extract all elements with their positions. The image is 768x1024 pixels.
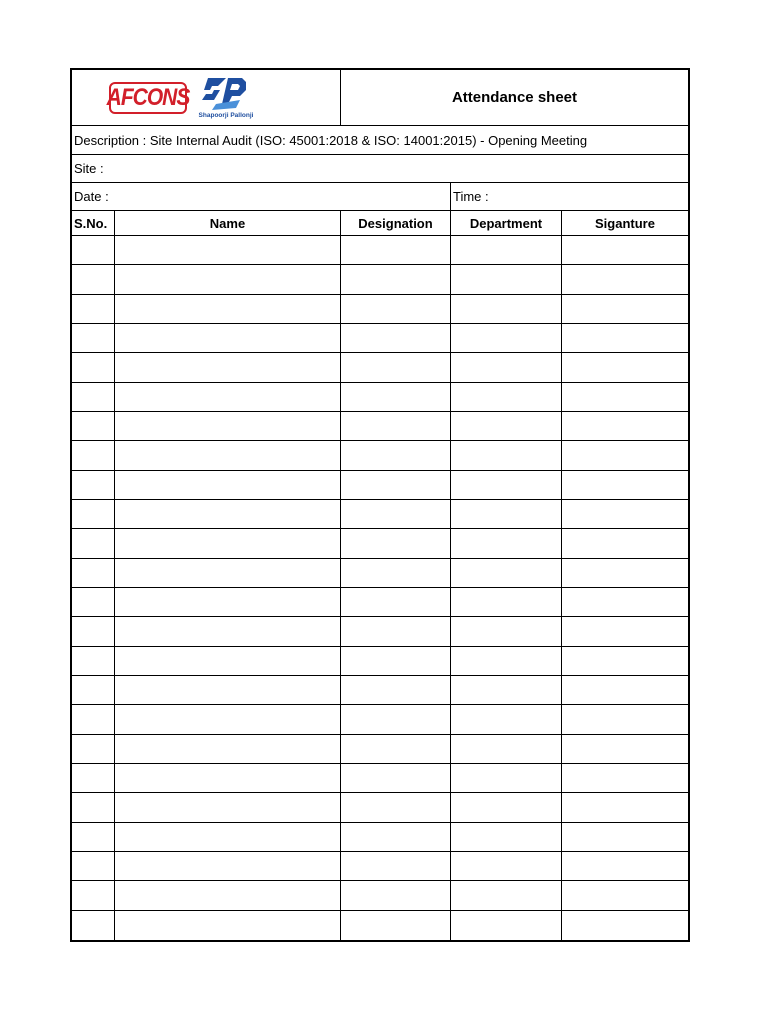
cell-designation <box>341 412 451 440</box>
cell-signature <box>562 529 688 557</box>
description-row <box>72 126 688 155</box>
cell-name <box>115 412 341 440</box>
cell-designation <box>341 265 451 293</box>
cell-name <box>115 383 341 411</box>
cell-sno <box>72 823 115 851</box>
cell-department <box>451 705 562 733</box>
page-title: Attendance sheet <box>451 89 578 106</box>
cell-sno <box>72 236 115 264</box>
cell-name <box>115 676 341 704</box>
cell-department <box>451 559 562 587</box>
table-row <box>72 617 688 646</box>
cell-sno <box>72 588 115 616</box>
cell-designation <box>341 471 451 499</box>
cell-sno <box>72 471 115 499</box>
cell-signature <box>562 793 688 821</box>
cell-sno <box>72 324 115 352</box>
col-header-sno: S.No. <box>72 211 115 235</box>
table-row <box>72 764 688 793</box>
cell-signature <box>562 559 688 587</box>
afcons-logo <box>106 82 190 114</box>
cell-department <box>451 412 562 440</box>
table-row <box>72 324 688 353</box>
table-row <box>72 793 688 822</box>
header-row <box>72 70 688 126</box>
table-row <box>72 529 688 558</box>
table-row <box>72 265 688 294</box>
cell-signature <box>562 383 688 411</box>
cell-designation <box>341 617 451 645</box>
cell-department <box>451 823 562 851</box>
table-row <box>72 383 688 412</box>
table-row <box>72 412 688 441</box>
time-label: Time : <box>453 189 489 204</box>
table-row <box>72 441 688 470</box>
cell-department <box>451 529 562 557</box>
cell-designation <box>341 588 451 616</box>
table-row <box>72 559 688 588</box>
cell-signature <box>562 676 688 704</box>
table-row <box>72 647 688 676</box>
cell-designation <box>341 823 451 851</box>
cell-department <box>451 647 562 675</box>
attendance-sheet <box>70 68 690 942</box>
afcons-logo-text: AFCONS <box>106 84 190 111</box>
cell-sno <box>72 500 115 528</box>
cell-name <box>115 793 341 821</box>
cell-name <box>115 617 341 645</box>
description-text: Description : Site Internal Audit (ISO: 45001:2018 & ISO: 14001:2015) - Opening Meeting <box>74 132 588 148</box>
cell-name <box>115 353 341 381</box>
table-row <box>72 500 688 529</box>
cell-sno <box>72 911 115 940</box>
cell-name <box>115 588 341 616</box>
cell-name <box>115 500 341 528</box>
date-time-row <box>72 183 688 211</box>
cell-sno <box>72 617 115 645</box>
cell-sno <box>72 265 115 293</box>
cell-sno <box>72 793 115 821</box>
table-row <box>72 588 688 617</box>
cell-sno <box>72 735 115 763</box>
cell-signature <box>562 881 688 909</box>
cell-department <box>451 676 562 704</box>
cell-designation <box>341 559 451 587</box>
cell-name <box>115 764 341 792</box>
cell-name <box>115 324 341 352</box>
cell-signature <box>562 353 688 381</box>
cell-signature <box>562 324 688 352</box>
sp-logo-caption: Shapoorji Pallonji <box>198 112 254 119</box>
cell-signature <box>562 911 688 940</box>
cell-sno <box>72 295 115 323</box>
table-row <box>72 295 688 324</box>
cell-sno <box>72 383 115 411</box>
cell-signature <box>562 617 688 645</box>
cell-designation <box>341 647 451 675</box>
cell-department <box>451 265 562 293</box>
cell-sno <box>72 353 115 381</box>
cell-department <box>451 793 562 821</box>
cell-name <box>115 236 341 264</box>
cell-designation <box>341 324 451 352</box>
cell-department <box>451 588 562 616</box>
site-label: Site : <box>74 161 104 176</box>
site-row <box>72 155 688 183</box>
cell-name <box>115 647 341 675</box>
cell-name <box>115 295 341 323</box>
shapoorji-pallonji-logo <box>196 74 256 124</box>
table-row <box>72 353 688 382</box>
cell-designation <box>341 441 451 469</box>
cell-designation <box>341 705 451 733</box>
col-header-signature: Siganture <box>595 215 655 231</box>
cell-sno <box>72 881 115 909</box>
col-header-name: Name <box>115 211 341 235</box>
cell-name <box>115 911 341 940</box>
cell-designation <box>341 236 451 264</box>
cell-designation <box>341 500 451 528</box>
cell-name <box>115 529 341 557</box>
cell-signature <box>562 295 688 323</box>
table-row <box>72 881 688 910</box>
cell-department <box>451 881 562 909</box>
cell-sno <box>72 852 115 880</box>
cell-department <box>451 236 562 264</box>
cell-designation <box>341 383 451 411</box>
cell-sno <box>72 647 115 675</box>
cell-name <box>115 852 341 880</box>
cell-department <box>451 911 562 940</box>
table-row <box>72 735 688 764</box>
logo-cell <box>72 70 341 125</box>
cell-signature <box>562 735 688 763</box>
cell-department <box>451 735 562 763</box>
cell-department <box>451 353 562 381</box>
cell-signature <box>562 265 688 293</box>
cell-name <box>115 441 341 469</box>
col-header-department: Department <box>451 211 562 235</box>
cell-designation <box>341 529 451 557</box>
table-row <box>72 676 688 705</box>
cell-name <box>115 881 341 909</box>
cell-sno <box>72 441 115 469</box>
table-row <box>72 705 688 734</box>
cell-designation <box>341 735 451 763</box>
cell-department <box>451 441 562 469</box>
cell-sno <box>72 529 115 557</box>
cell-signature <box>562 471 688 499</box>
cell-signature <box>562 588 688 616</box>
cell-signature <box>562 852 688 880</box>
cell-sno <box>72 559 115 587</box>
cell-name <box>115 735 341 763</box>
table-row <box>72 911 688 940</box>
cell-department <box>451 852 562 880</box>
cell-department <box>451 471 562 499</box>
table-header-row <box>72 211 688 236</box>
cell-designation <box>341 676 451 704</box>
cell-designation <box>341 852 451 880</box>
cell-name <box>115 705 341 733</box>
cell-signature <box>562 236 688 264</box>
cell-sno <box>72 764 115 792</box>
cell-designation <box>341 793 451 821</box>
cell-name <box>115 471 341 499</box>
cell-signature <box>562 764 688 792</box>
cell-designation <box>341 764 451 792</box>
cell-signature <box>562 441 688 469</box>
cell-signature <box>562 705 688 733</box>
cell-signature <box>562 500 688 528</box>
sp-emblem-icon <box>196 74 256 112</box>
cell-signature <box>562 647 688 675</box>
cell-designation <box>341 353 451 381</box>
cell-designation <box>341 295 451 323</box>
cell-designation <box>341 881 451 909</box>
cell-department <box>451 764 562 792</box>
cell-name <box>115 559 341 587</box>
cell-signature <box>562 823 688 851</box>
cell-sno <box>72 705 115 733</box>
cell-department <box>451 383 562 411</box>
col-header-designation: Designation <box>341 211 451 235</box>
cell-department <box>451 295 562 323</box>
cell-department <box>451 617 562 645</box>
date-label: Date : <box>72 183 451 210</box>
table-row <box>72 823 688 852</box>
cell-department <box>451 324 562 352</box>
table-row <box>72 852 688 881</box>
cell-designation <box>341 911 451 940</box>
cell-name <box>115 265 341 293</box>
cell-signature <box>562 412 688 440</box>
cell-name <box>115 823 341 851</box>
cell-sno <box>72 412 115 440</box>
cell-department <box>451 500 562 528</box>
cell-sno <box>72 676 115 704</box>
table-row <box>72 236 688 265</box>
table-row <box>72 471 688 500</box>
